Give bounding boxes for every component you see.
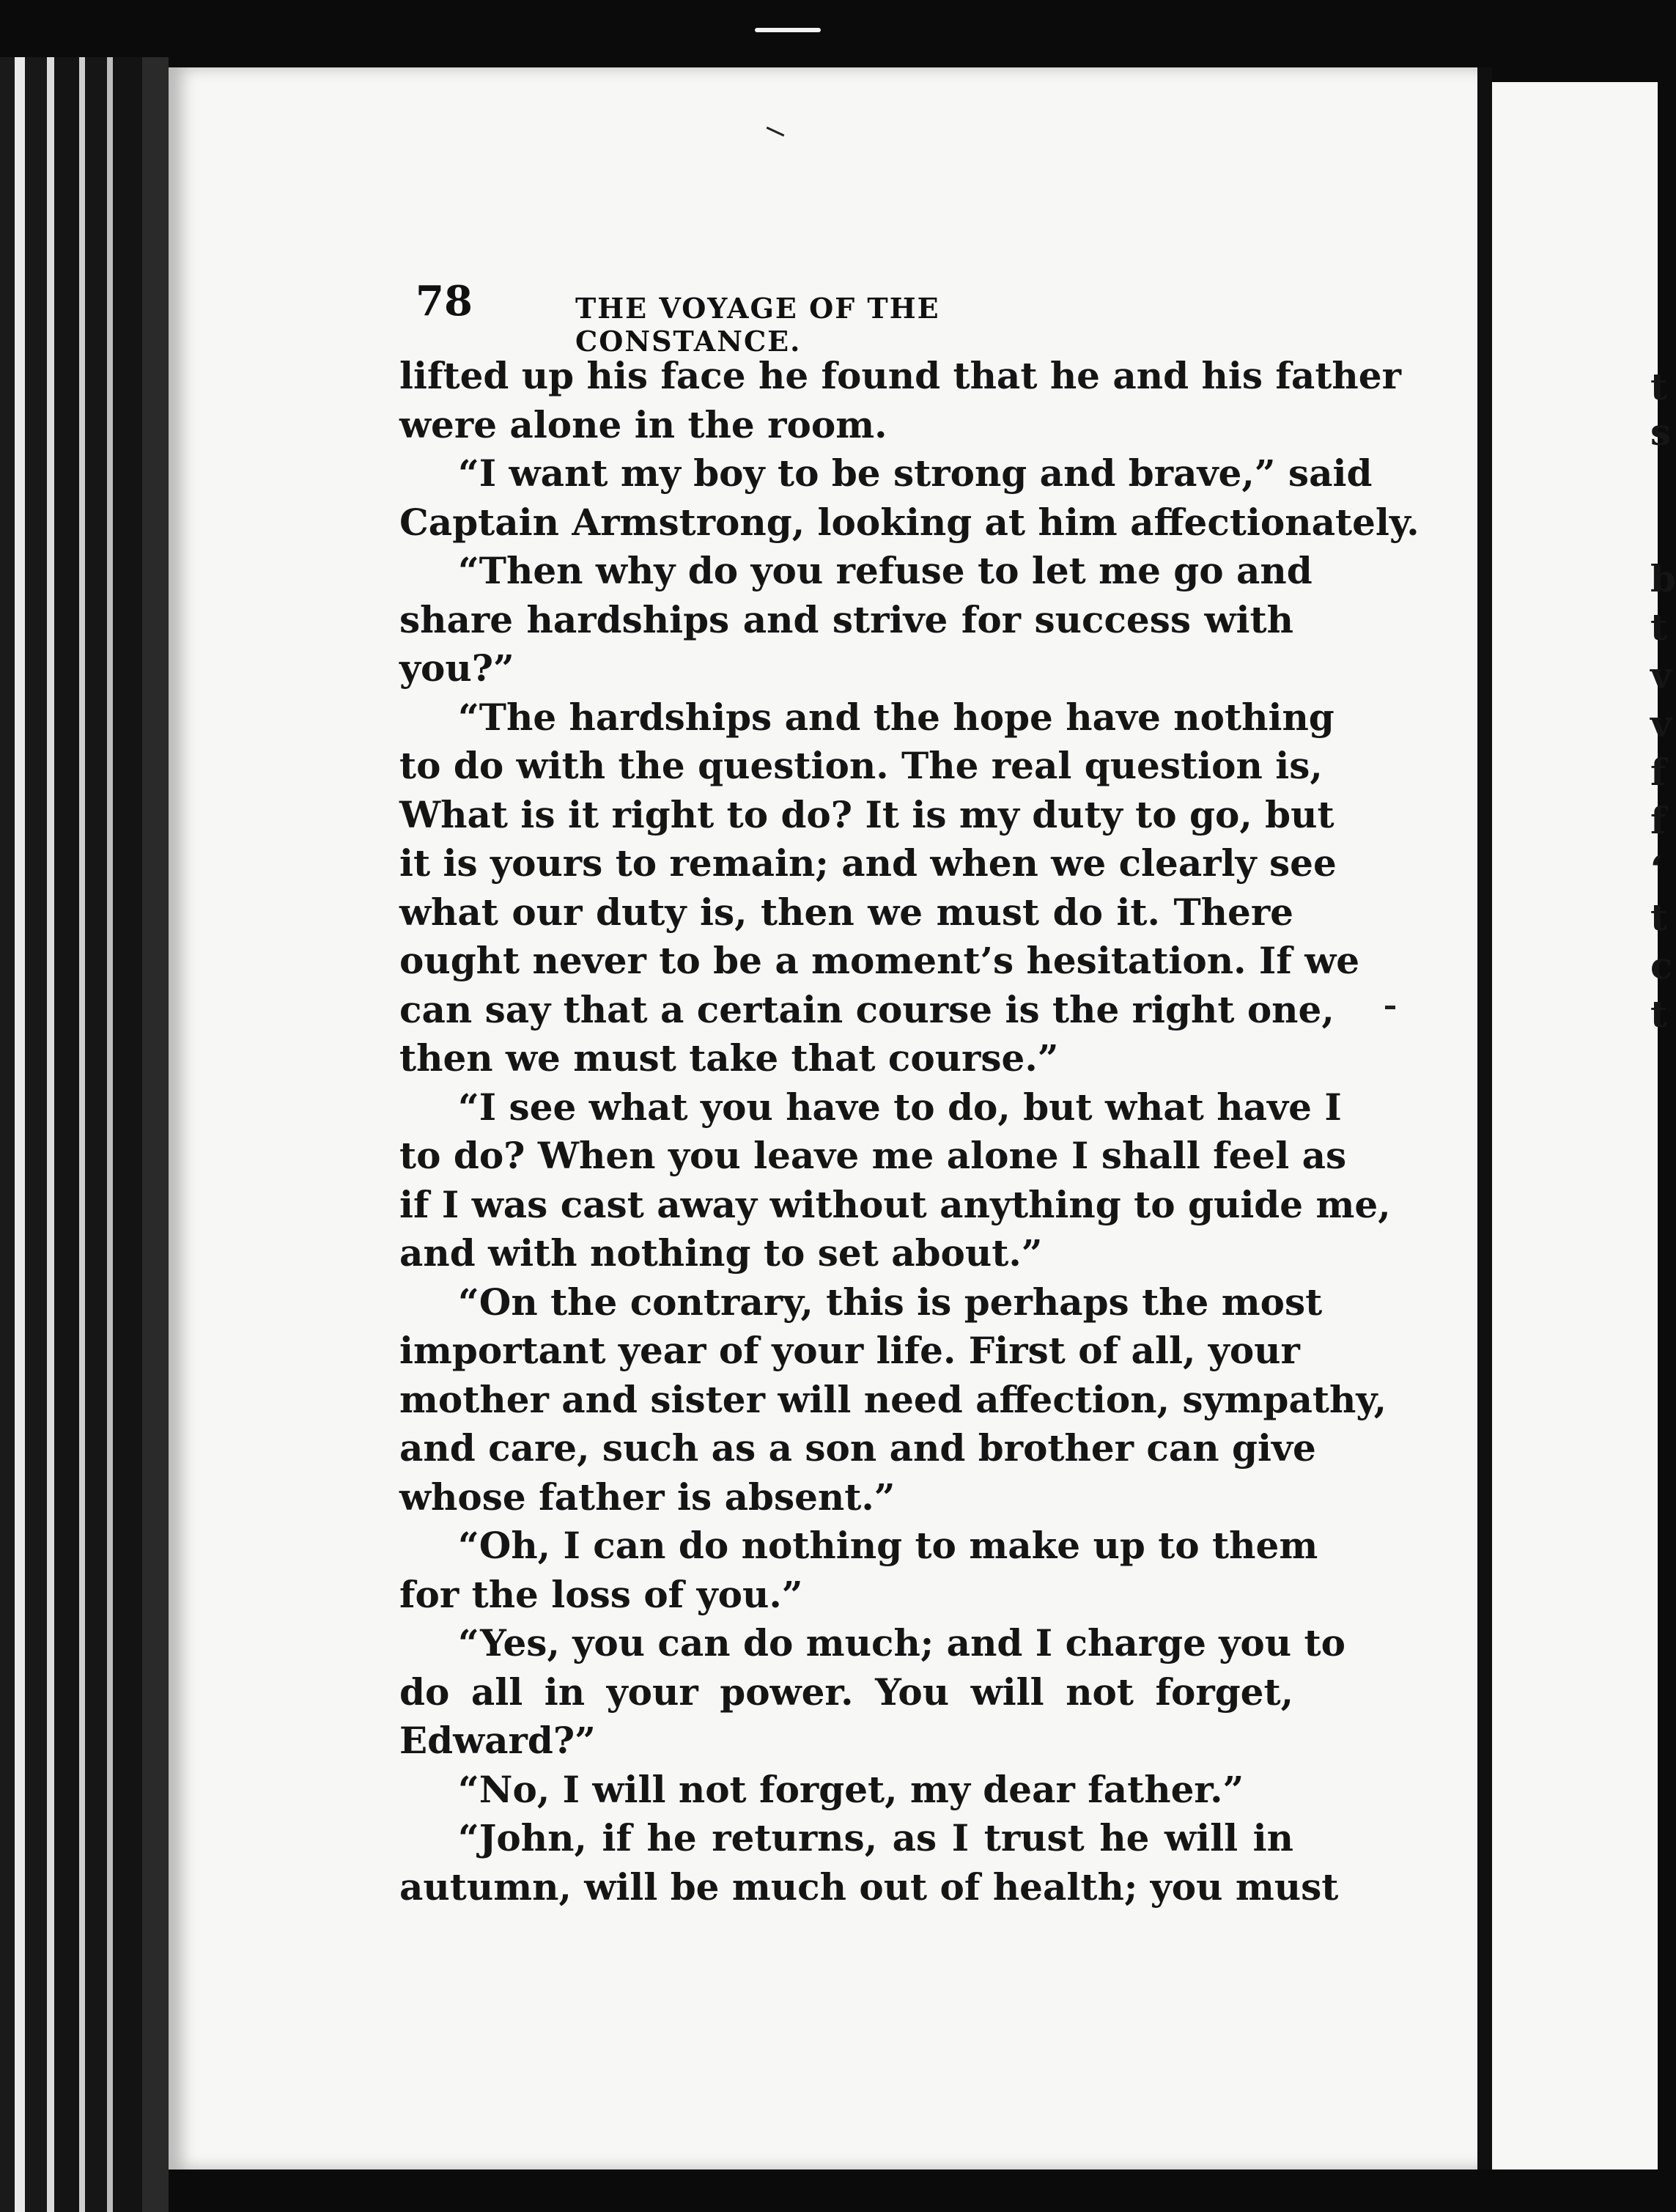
text-line: what our duty is, then we must do it. There bbox=[399, 890, 1293, 934]
text-line: you?” bbox=[399, 646, 514, 690]
facing-page-fragment: t bbox=[1650, 365, 1668, 408]
text-line: and with nothing to set about.” bbox=[399, 1231, 1043, 1275]
text-line: important year of your life. First of all, your bbox=[399, 1329, 1300, 1372]
text-line: do all in your power. You will not forget, bbox=[399, 1670, 1293, 1714]
text-line: and care, such as a son and brother can give bbox=[399, 1426, 1316, 1470]
text-line: were alone in the room. bbox=[399, 402, 887, 446]
text-line: “Yes, you can do much; and I charge you to bbox=[458, 1621, 1345, 1664]
text-line: lifted up his face he found that he and his father bbox=[399, 354, 1401, 397]
facing-page-fragment: c bbox=[1650, 944, 1673, 987]
text-line: whose father is absent.” bbox=[399, 1475, 896, 1519]
facing-page-fragment: v bbox=[1650, 654, 1672, 697]
facing-page-fragment: s bbox=[1650, 410, 1672, 454]
text-line: “Oh, I can do nothing to make up to them bbox=[458, 1524, 1318, 1567]
text-line: it is yours to remain; and when we clearly see bbox=[399, 841, 1337, 885]
text-line: to do? When you leave me alone I shall feel as bbox=[399, 1134, 1347, 1177]
facing-page-edge bbox=[1492, 82, 1671, 2169]
text-line: then we must take that course.” bbox=[399, 1036, 1059, 1080]
text-line: Edward?” bbox=[399, 1719, 596, 1762]
text-line: “No, I will not forget, my dear father.” bbox=[458, 1767, 1244, 1811]
text-line: “I want my boy to be strong and brave,” said bbox=[458, 451, 1373, 495]
page-gutter bbox=[1477, 67, 1492, 2169]
text-line: share hardships and strive for success with bbox=[399, 597, 1293, 641]
page-number: 78 bbox=[416, 277, 473, 325]
text-line: ought never to be a moment’s hesitation. If we bbox=[399, 939, 1360, 982]
scan-border-right bbox=[1658, 0, 1671, 2211]
text-line: “On the contrary, this is perhaps the most bbox=[458, 1280, 1323, 1324]
scan-speck bbox=[755, 28, 821, 32]
facing-page-fragment: f bbox=[1650, 751, 1666, 794]
text-line: for the loss of you.” bbox=[399, 1572, 803, 1616]
text-line: “John, if he returns, as I trust he will in bbox=[458, 1816, 1293, 1859]
facing-page-fragment: b bbox=[1650, 557, 1676, 600]
text-line: “Then why do you refuse to let me go and bbox=[458, 549, 1313, 592]
facing-page-fragment: t bbox=[1650, 896, 1668, 939]
facing-page-fragment: t bbox=[1650, 605, 1668, 649]
text-line: “I see what you have to do, but what have I bbox=[458, 1085, 1342, 1129]
text-line: Captain Armstrong, looking at him affectionately. bbox=[399, 500, 1420, 544]
scan-speck bbox=[1385, 1006, 1395, 1009]
text-line: to do with the question. The real question is, bbox=[399, 744, 1323, 787]
text-line: What is it right to do? It is my duty to go, but bbox=[399, 792, 1334, 836]
running-title: THE VOYAGE OF THE CONSTANCE. bbox=[575, 292, 940, 358]
facing-page-fragment: t bbox=[1650, 992, 1668, 1036]
facing-page-fragment: v bbox=[1650, 702, 1672, 745]
facing-page-fragment: ‘ bbox=[1650, 847, 1664, 891]
body-text bbox=[399, 352, 1420, 1911]
book-edges bbox=[0, 57, 169, 2212]
text-line: can say that a certain course is the right one, bbox=[399, 987, 1334, 1031]
facing-page-fragment: f bbox=[1650, 799, 1666, 842]
text-line: if I was cast away without anything to guide me, bbox=[399, 1182, 1391, 1226]
text-line: “The hardships and the hope have nothing bbox=[458, 695, 1334, 739]
text-line: mother and sister will need affection, sympathy, bbox=[399, 1377, 1387, 1421]
running-head bbox=[416, 277, 1148, 358]
text-line: autumn, will be much out of health; you must bbox=[399, 1865, 1339, 1909]
